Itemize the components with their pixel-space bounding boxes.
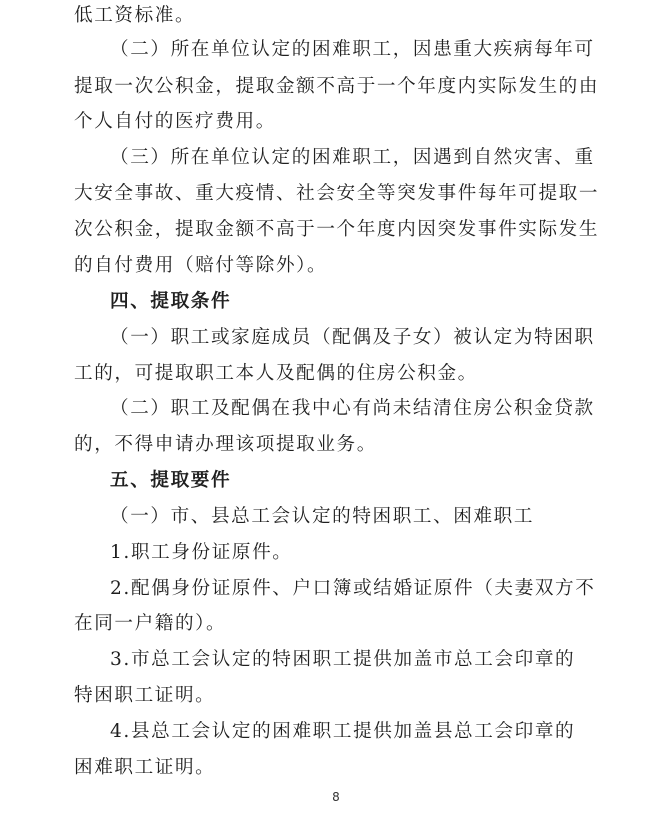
text-line: 在同一户籍的）。 [74, 613, 227, 634]
text-line: 次公积金，提取金额不高于一个年度内因突发事件实际发生 [74, 219, 600, 240]
text-line: 大安全事故、重大疫情、社会安全等突发事件每年可提取一 [74, 183, 600, 204]
section-heading: 五、提取要件 [110, 470, 232, 491]
text-line: 低工资标准。 [74, 5, 196, 26]
text-line: 的，不得申请办理该项提取业务。 [74, 434, 377, 455]
text-line: 的自付费用（赔付等除外）。 [74, 255, 328, 276]
paragraph-line: （一）市、县总工会认定的特困职工、困难职工 [110, 506, 535, 527]
paragraph-line: 1.职工身份证原件。 [110, 542, 293, 563]
paragraph-line: （二）职工及配偶在我中心有尚未结清住房公积金贷款 [110, 398, 595, 419]
text-line: 特困职工证明。 [74, 685, 216, 706]
paragraph-line: （一）职工或家庭成员（配偶及子女）被认定为特困职 [110, 327, 595, 348]
text-line: 个人自付的医疗费用。 [74, 111, 276, 132]
paragraph-line: （三）所在单位认定的困难职工，因遇到自然灾害、重 [110, 147, 595, 168]
paragraph-line: 2.配偶身份证原件、户口簿或结婚证原件（夫妻双方不 [110, 578, 596, 599]
text-line: 提取一次公积金，提取金额不高于一个年度内实际发生的由 [74, 76, 600, 97]
paragraph-line: （二）所在单位认定的困难职工，因患重大疾病每年可 [110, 39, 595, 60]
page-number: 8 [332, 790, 340, 804]
text-line: 工的，可提取职工本人及配偶的住房公积金。 [74, 363, 478, 384]
text-line: 困难职工证明。 [74, 757, 216, 778]
paragraph-line: 3.市总工会认定的特困职工提供加盖市总工会印章的 [110, 649, 576, 670]
paragraph-line: 4.县总工会认定的困难职工提供加盖县总工会印章的 [110, 721, 576, 742]
section-heading: 四、提取条件 [110, 291, 232, 312]
